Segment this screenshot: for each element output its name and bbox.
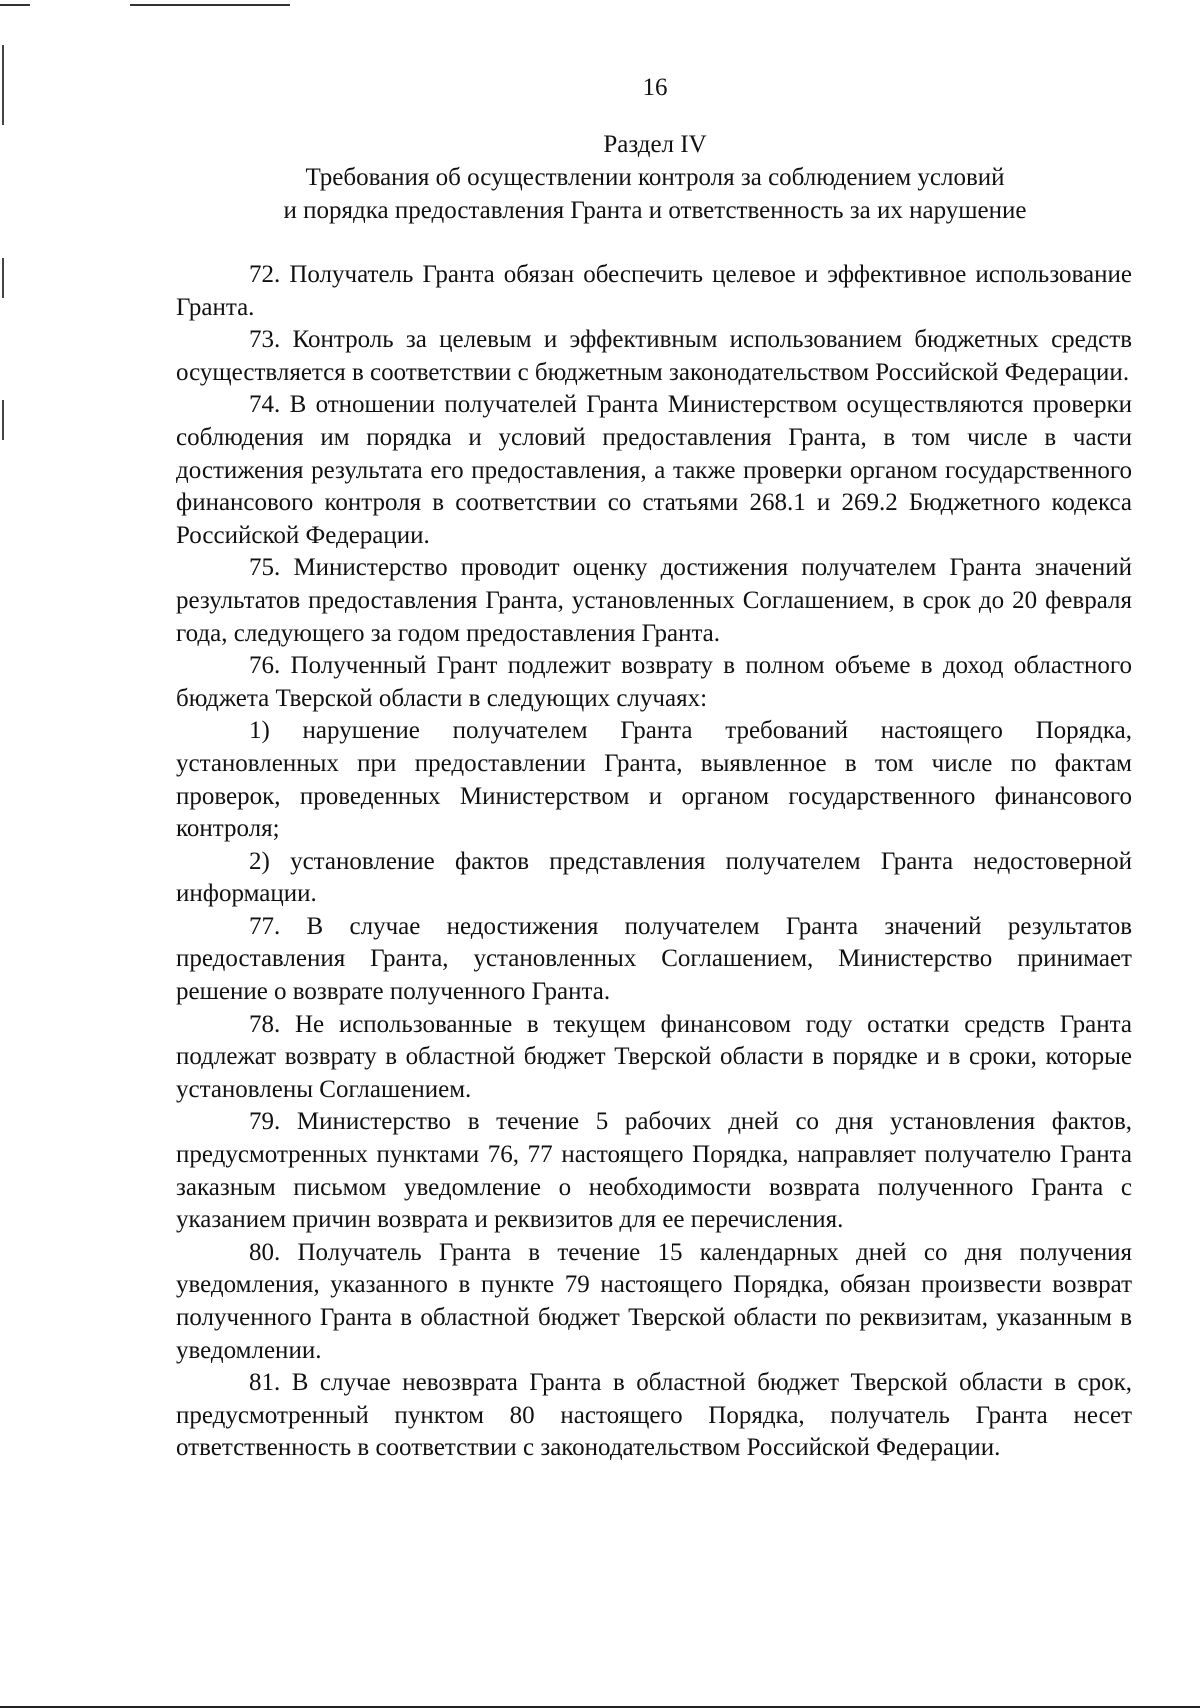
scan-edge-top	[130, 4, 290, 6]
paragraph-75: 75. Министерство проводит оценку достижения получателем Гранта значений результатов предоставления Гранта, установленных Соглашением, в срок до 20 февраля года, следующего за годом предоставления Гранта.	[176, 554, 1132, 647]
paragraph-74: 74. В отношении получателей Гранта Министерством осуществляются проверки соблюдения им порядка и условий предоставления Гранта, в том числе в части достижения результата его предоставления, а также проверки органом государственного финансового контроля в соответствии со статьями 268.1 и 269.2 Бюджетного кодекса Российской Федерации.	[176, 391, 1132, 549]
paragraph-80: 80. Получатель Гранта в течение 15 календарных дней со дня получения уведомления, указанного в пункте 79 настоящего Порядка, обязан произвести возврат полученного Гранта в областной бюджет Тверской области по реквизитам, указанным в уведомлении.	[176, 1238, 1132, 1364]
paragraph-79: 79. Министерство в течение 5 рабочих дней со дня установления фактов, предусмотренных пунктами 76, 77 настоящего Порядка, направляет получателю Гранта заказным письмом уведомление о необходимости возврата полученного Гранта с указанием причин возврата и реквизитов для ее перечисления.	[176, 1108, 1132, 1234]
paragraph-76-item-2: 2) установление фактов представления получателем Гранта недостоверной информации.	[176, 847, 1132, 908]
scan-edge-top	[0, 4, 30, 6]
section-title-line-2: и порядка предоставления Гранта и ответственность за их нарушение	[283, 197, 1027, 224]
paragraph-76-item-1: 1) нарушение получателем Гранта требований настоящего Порядка, установленных при предоставлении Гранта, выявленное в том числе по фактам проверок, проведенных Министерством и органом государственного финансового контроля;	[176, 717, 1132, 843]
paragraph-77: 77. В случае недостижения получателем Гранта значений результатов предоставления Гранта, установленных Соглашением, Министерство принимает решение о возврате полученного Гранта.	[176, 912, 1132, 1006]
paragraph-81: 81. В случае невозврата Гранта в областной бюджет Тверской области в срок, предусмотренный пунктом 80 настоящего Порядка, получатель Гранта несет ответственность в соответствии с законодательством Российской Федерации.	[176, 1369, 1132, 1462]
paragraph-73: 73. Контроль за целевым и эффективным использованием бюджетных средств осуществляется в соответствии с бюджетным законодательством Российской Федерации.	[176, 326, 1132, 386]
paragraph-76: 76. Полученный Грант подлежит возврату в полном объеме в доход областного бюджета Тверской области в следующих случаях:	[176, 652, 1132, 712]
paragraph-72: 72. Получатель Гранта обязан обеспечить целевое и эффективное использование Гранта.	[176, 261, 1132, 321]
page-number: 16	[642, 74, 668, 101]
section-header	[0, 128, 1200, 227]
scan-edge-left	[2, 400, 4, 440]
scan-edge-left	[2, 258, 4, 298]
document-body	[176, 259, 1132, 1465]
paragraph-78: 78. Не использованные в текущем финансовом году остатки средств Гранта подлежат возврату в областной бюджет Тверской области в порядке и в сроки, которые установлены Соглашением.	[176, 1010, 1132, 1103]
section-label: Раздел IV	[603, 131, 707, 158]
section-title-line-1: Требования об осуществлении контроля за соблюдением условий	[305, 164, 1005, 191]
